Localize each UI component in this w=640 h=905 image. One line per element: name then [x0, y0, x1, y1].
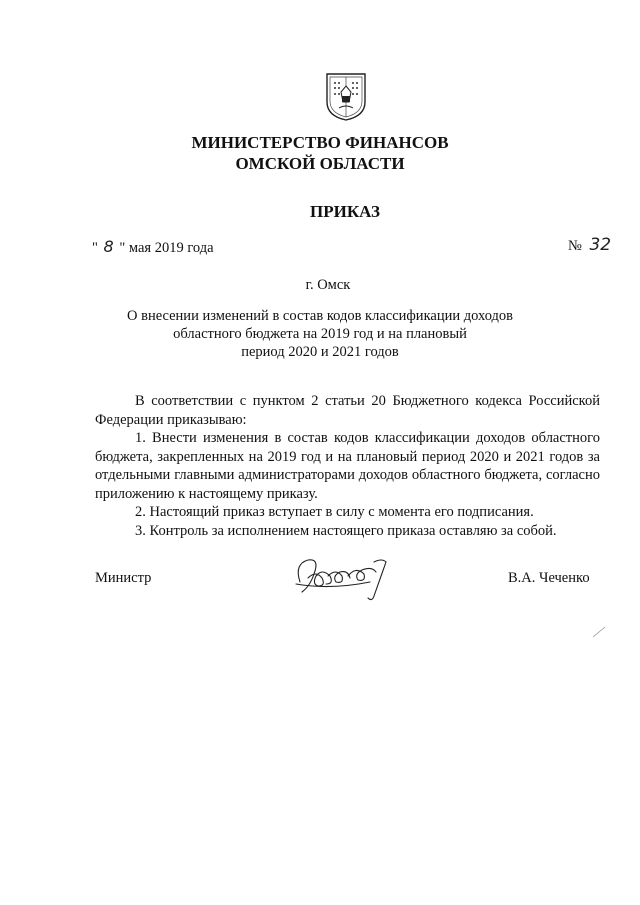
date-month-year: " мая 2019 года — [119, 240, 214, 256]
document-type-title: ПРИКАЗ — [310, 202, 380, 221]
signature-icon — [290, 552, 405, 604]
ministry-name-line1: МИНИСТЕРСТВО ФИНАНСОВ — [191, 133, 449, 152]
body-intro: В соответствии с пунктом 2 статьи 20 Бюджетного кодекса Российской Федерации приказываю: — [95, 393, 600, 428]
subject-line3: период 2020 и 2021 годов — [241, 344, 399, 360]
subject-line1: О внесении изменений в состав кодов классификации доходов — [127, 308, 513, 324]
coat-of-arms-icon — [325, 72, 367, 122]
date-quote-open: " — [92, 240, 98, 256]
city: г. Омск — [305, 277, 351, 293]
order-date — [92, 238, 214, 257]
order-body — [95, 392, 600, 540]
ministry-name-line2: ОМСКОЙ ОБЛАСТИ — [235, 154, 405, 173]
order-number-label: № — [568, 238, 582, 254]
signatory-name: В.А. Чеченко — [508, 570, 590, 586]
date-day-handwritten: 8 — [103, 237, 114, 256]
signatory-position: Министр — [95, 570, 152, 586]
body-item-3: 3. Контроль за исполнением настоящего приказа оставляю за собой. — [135, 522, 557, 539]
body-item-1: 1. Внести изменения в состав кодов классификации доходов областного бюджета, закрепленных на 2019 год и на плановый период 2020 и 2021 годов за отдельными главными администраторами доходов областного бюджета, согласно приложению к настоящему приказу. — [95, 430, 600, 502]
stray-pen-mark — [592, 626, 606, 638]
subject-line2: областного бюджета на 2019 год и на плановый — [173, 326, 467, 342]
body-item-2: 2. Настоящий приказ вступает в силу с момента его подписания. — [135, 504, 534, 520]
order-number-value: 32 — [589, 235, 612, 255]
order-number — [568, 236, 611, 255]
